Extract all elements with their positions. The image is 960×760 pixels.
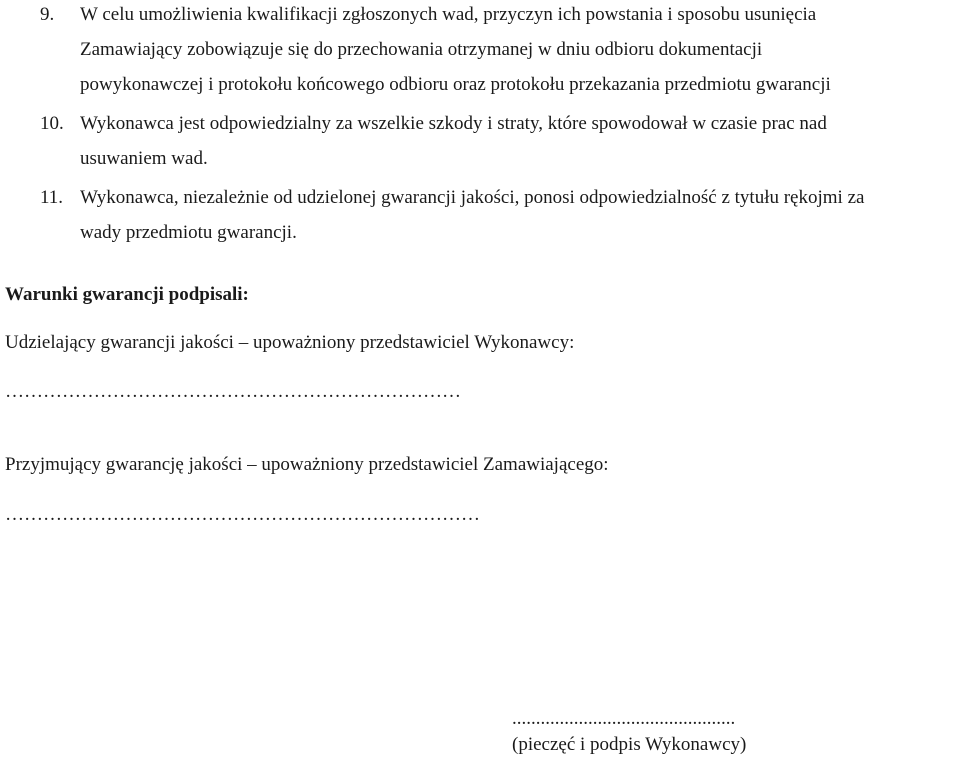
item-number: 10. (40, 113, 64, 134)
stamp-signature-line: ............................................... (512, 708, 736, 729)
item-text: Wykonawca jest odpowiedzialny za wszelkie szkody i straty, które spowodował w czasie prac nad (80, 113, 827, 134)
item-10-line-2: usuwaniem wad. (80, 148, 208, 169)
guarantor-signature-line: ……………………………………………………………… (5, 381, 461, 402)
item-9-line-3: powykonawczej i protokołu końcowego odbioru oraz protokołu przekazania przedmiotu gwarancji (80, 74, 831, 95)
item-11-line-2: wady przedmiotu gwarancji. (80, 222, 297, 243)
item-text: W celu umożliwienia kwalifikacji zgłoszonych wad, przyczyn ich powstania i sposobu usunięcia (80, 4, 817, 25)
stamp-caption: (pieczęć i podpis Wykonawcy) (512, 734, 747, 755)
item-9-line-1 (40, 4, 816, 26)
item-number: 11. (40, 187, 64, 208)
signatures-heading: Warunki gwarancji podpisali: (5, 284, 249, 305)
item-text: Wykonawca, niezależnie od udzielonej gwarancji jakości, ponosi odpowiedzialność z tytułu rękojmi za (80, 187, 865, 208)
item-11-line-1 (40, 187, 864, 209)
contractor-stamp-block (512, 706, 746, 758)
item-10-line-1 (40, 113, 827, 135)
guarantor-label: Udzielający gwarancji jakości – upoważniony przedstawiciel Wykonawcy: (5, 332, 575, 353)
recipient-signature-line: ………………………………………………………………… (5, 504, 480, 525)
recipient-label: Przyjmujący gwarancję jakości – upoważniony przedstawiciel Zamawiającego: (5, 454, 609, 475)
item-9-line-2: Zamawiający zobowiązuje się do przechowania otrzymanej w dniu odbioru dokumentacji (80, 39, 763, 60)
item-number: 9. (40, 4, 55, 25)
